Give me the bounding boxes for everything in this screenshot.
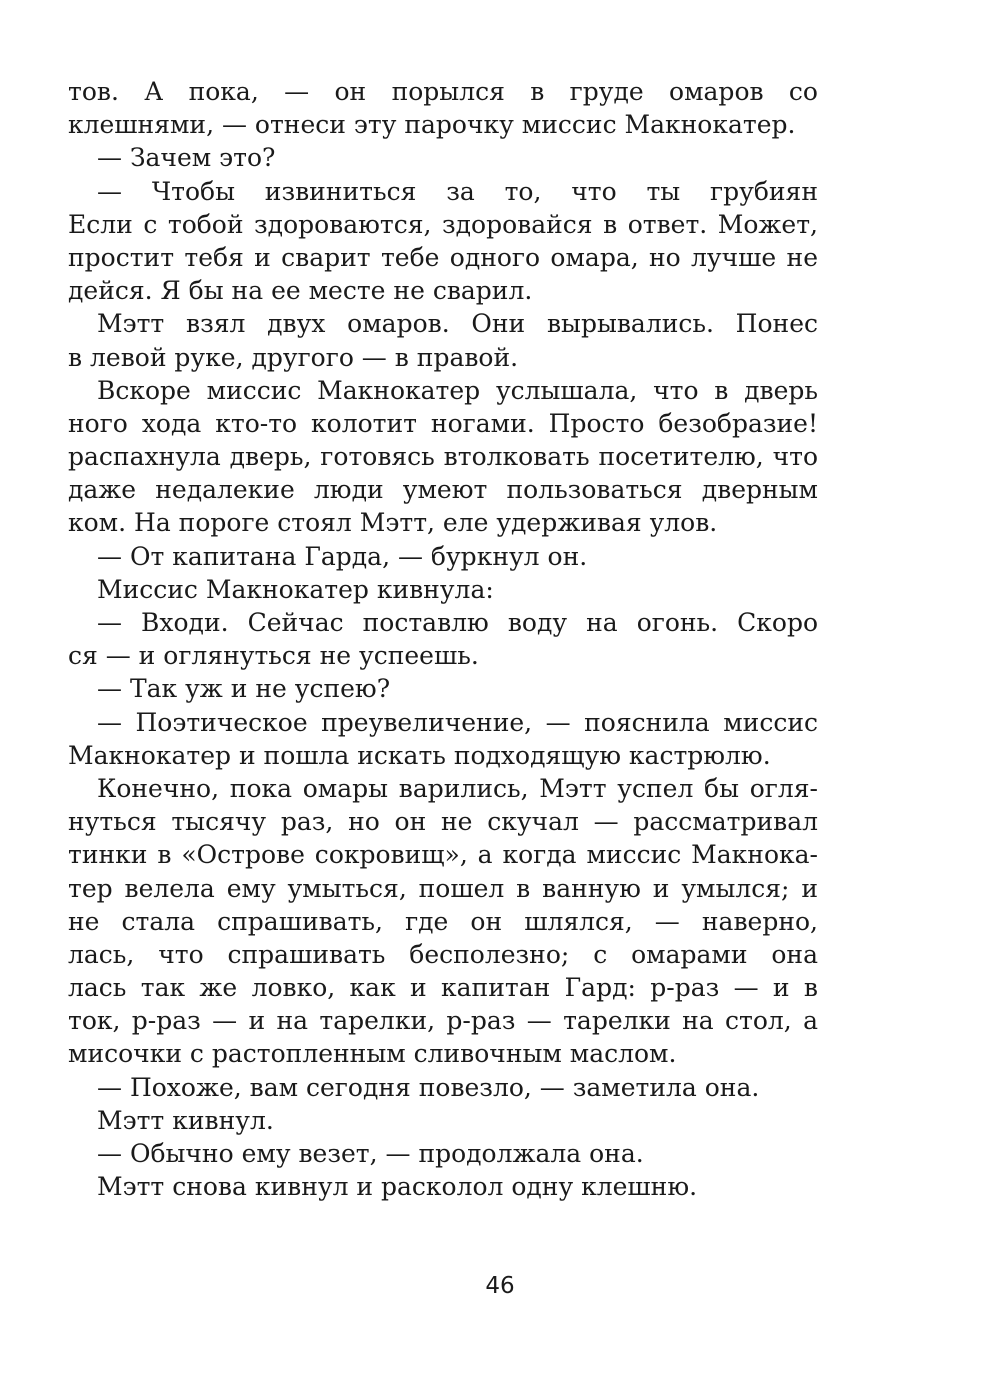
- text-line: Вскоре миссис Макнокатер услышала, что в дверь: [97, 375, 818, 405]
- text-line: Макнокатер и пошла искать подходящую кастрюлю.: [68, 740, 771, 770]
- text-line: лась, что спрашивать бесполезно; с омарами она: [68, 939, 818, 969]
- text-line: не стала спрашивать, где он шлялся, — наверно,: [68, 906, 818, 936]
- text-line: — Зачем это?: [97, 143, 276, 173]
- text-line: мисочки с растопленным сливочным маслом.: [68, 1039, 677, 1069]
- text-line: Конечно, пока омары варились, Мэтт успел бы огля-: [97, 773, 818, 803]
- text-line: ного хода кто-то колотит ногами. Просто безобразие!: [68, 408, 818, 438]
- text-line: Мэтт кивнул.: [97, 1105, 274, 1135]
- text-line: — От капитана Гарда, — буркнул он.: [97, 541, 588, 571]
- text-line: — Чтобы извиниться за то, что ты грубиян: [97, 176, 818, 206]
- body-text: [68, 75, 818, 1203]
- text-line: — Входи. Сейчас поставлю воду на огонь. Скоро: [97, 608, 818, 637]
- text-line: — Так уж и не успею?: [97, 674, 391, 704]
- text-line: Если с тобой здороваются, здоровайся в ответ. Может,: [68, 209, 818, 239]
- text-line: простит тебя и сварит тебе одного омара, но лучше не: [68, 242, 818, 272]
- text-line: Мэтт взял двух омаров. Они вырывались. Понес: [97, 309, 818, 339]
- text-line: тер велела ему умыться, пошел в ванную и умылся; и: [68, 873, 818, 903]
- text-line: ком. На пороге стоял Мэтт, еле удерживая улов.: [68, 508, 718, 538]
- text-line: — Поэтическое преувеличение, — пояснила миссис: [97, 707, 818, 737]
- text-line: ток, р-раз — и на тарелки, р-раз — тарелки на стол, а: [68, 1006, 818, 1036]
- text-line: Миссис Макнокатер кивнула:: [97, 574, 494, 604]
- text-line: — Обычно ему везет, — продолжала она.: [97, 1139, 644, 1168]
- text-line: тинки в «Острове сокровищ», а когда миссис Макнока-: [68, 840, 818, 870]
- text-line: тов. А пока, — он порылся в груде омаров со: [68, 77, 818, 106]
- text-line: дейся. Я бы на ее месте не сварил.: [68, 276, 533, 306]
- text-line: лась так же ловко, как и капитан Гард: р-раз — и в: [68, 973, 818, 1003]
- text-line: Мэтт снова кивнул и расколол одну клешню.: [97, 1172, 698, 1202]
- text-line: нуться тысячу раз, но он не скучал — рассматривал: [68, 807, 818, 837]
- text-line: клешнями, — отнеси эту парочку миссис Макнокатер.: [68, 110, 796, 140]
- text-line: — Похоже, вам сегодня повезло, — заметила она.: [97, 1072, 760, 1102]
- text-line: в левой руке, другого — в правой.: [68, 342, 519, 372]
- text-line: ся — и оглянуться не успеешь.: [68, 641, 479, 671]
- page-number: 46: [485, 1273, 515, 1299]
- text-line: распахнула дверь, готовясь втолковать посетителю, что: [68, 442, 818, 472]
- text-line: даже недалекие люди умеют пользоваться дверным: [68, 475, 818, 505]
